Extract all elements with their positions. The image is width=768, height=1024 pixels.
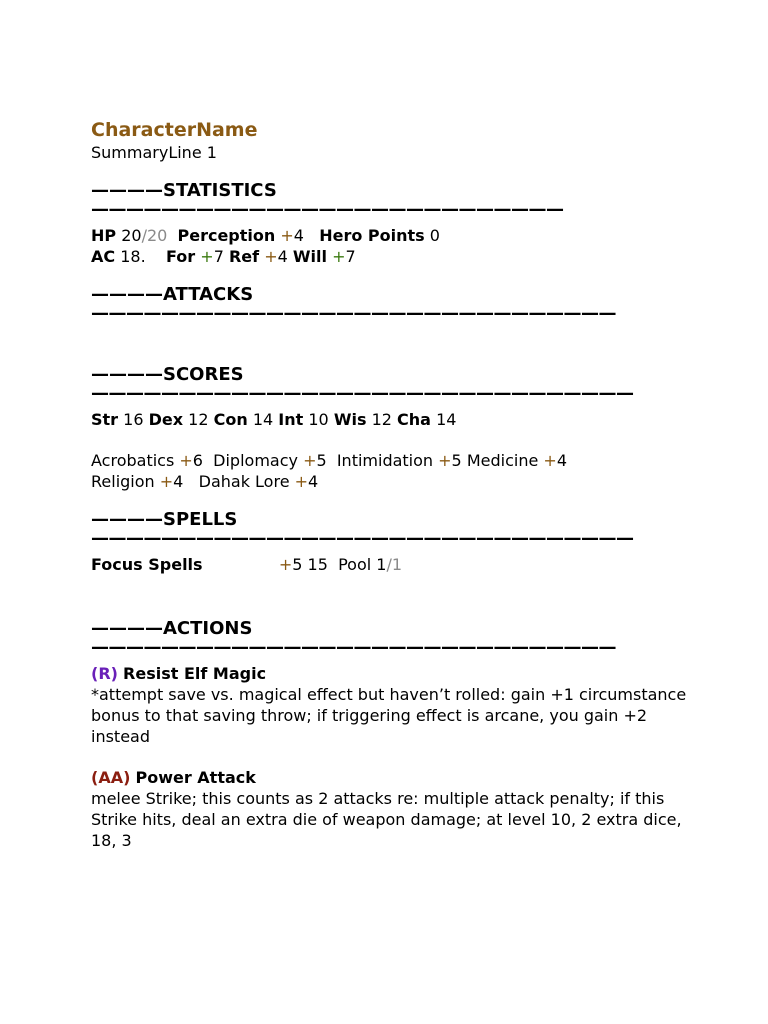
- focus-dc: 15: [307, 555, 328, 574]
- action-title: [91, 663, 711, 684]
- statistics-rule: ———————————————————————————: [91, 199, 564, 220]
- action-tag-activity: (AA): [91, 768, 131, 787]
- con-label: Con: [213, 410, 248, 429]
- acrobatics-value: 6: [192, 451, 203, 470]
- action-name: Resist Elf Magic: [123, 664, 267, 683]
- dahak-lore-value: 4: [308, 472, 319, 491]
- ref-value: 4: [277, 247, 288, 266]
- stats-line-1: [91, 225, 711, 246]
- will-label: Will: [292, 247, 327, 266]
- medicine-label: Medicine: [466, 451, 539, 470]
- character-name: CharacterName: [91, 119, 258, 141]
- str-value: 16: [123, 410, 144, 429]
- int-label: Int: [278, 410, 304, 429]
- dex-value: 12: [188, 410, 209, 429]
- religion-label: Religion: [91, 472, 155, 491]
- focus-spells-line: [91, 554, 711, 575]
- intimidation-label: Intimidation: [336, 451, 434, 470]
- hero-points-label: Hero Points: [319, 226, 425, 245]
- attacks-rule: ——————————————————————————————: [91, 303, 616, 324]
- medicine-value: 4: [556, 451, 567, 470]
- action-tag-reaction: (R): [91, 664, 118, 683]
- pool-label: Pool: [338, 555, 372, 574]
- statistics-heading: ————STATISTICS: [91, 180, 277, 201]
- focus-spells-label: Focus Spells: [91, 555, 203, 574]
- dahak-lore-sign: +: [294, 472, 309, 491]
- intimidation-value: 5: [451, 451, 462, 470]
- scores-heading: ————SCORES: [91, 364, 244, 385]
- skills-line-1: [91, 450, 711, 471]
- will-value: 7: [345, 247, 356, 266]
- diplomacy-value: 5: [316, 451, 327, 470]
- action-name: Power Attack: [135, 768, 256, 787]
- action-item: [91, 767, 711, 851]
- action-title: [91, 767, 711, 788]
- acrobatics-label: Acrobatics: [91, 451, 175, 470]
- fort-value: 7: [213, 247, 224, 266]
- str-label: Str: [91, 410, 119, 429]
- diplomacy-label: Diplomacy: [213, 451, 298, 470]
- ref-label: Ref: [228, 247, 260, 266]
- skills-line-2: [91, 471, 711, 492]
- hp-current: 20: [121, 226, 142, 245]
- int-value: 10: [308, 410, 329, 429]
- medicine-sign: +: [543, 451, 557, 470]
- fort-label: For: [166, 247, 196, 266]
- action-item: [91, 663, 711, 747]
- wis-label: Wis: [333, 410, 367, 429]
- character-sheet: [91, 118, 711, 851]
- spells-rule: ———————————————————————————————: [91, 528, 634, 549]
- focus-sign: +: [278, 555, 293, 574]
- ac-label: AC: [91, 247, 116, 266]
- action-description: *attempt save vs. magical effect but haven’t rolled: gain +1 circumstance bonus to that saving throw; if triggering effect is arcane, you gain +2 instead: [91, 685, 687, 746]
- perception-sign: +: [280, 226, 294, 245]
- perception-value: 4: [293, 226, 304, 245]
- scores-rule: ———————————————————————————————: [91, 383, 634, 404]
- pool-current: 1: [376, 555, 387, 574]
- ac-value: 18.: [120, 247, 146, 266]
- diplomacy-sign: +: [303, 451, 317, 470]
- spells-heading: ————SPELLS: [91, 509, 238, 530]
- religion-sign: +: [159, 472, 174, 491]
- perception-label: Perception: [177, 226, 276, 245]
- hero-points-value: 0: [429, 226, 440, 245]
- actions-rule: ——————————————————————————————: [91, 637, 616, 658]
- religion-value: 4: [173, 472, 184, 491]
- stats-line-2: [91, 246, 711, 267]
- acrobatics-sign: +: [179, 451, 193, 470]
- cha-value: 14: [436, 410, 457, 429]
- attacks-heading: ————ATTACKS: [91, 284, 254, 305]
- ref-sign: +: [264, 247, 278, 266]
- hp-label: HP: [91, 226, 117, 245]
- dex-label: Dex: [148, 410, 184, 429]
- ability-scores: [91, 409, 711, 430]
- actions-heading: ————ACTIONS: [91, 618, 253, 639]
- con-value: 14: [252, 410, 274, 429]
- will-sign: +: [332, 247, 346, 266]
- action-description: melee Strike; this counts as 2 attacks re: multiple attack penalty; if this Strike hits, deal an extra die of weapon damage; at level 10, 2 extra dice, 18, 3: [91, 789, 682, 850]
- hp-max: /20: [141, 226, 168, 245]
- wis-value: 12: [371, 410, 392, 429]
- focus-value: 5: [292, 555, 303, 574]
- dahak-lore-label: Dahak Lore: [198, 472, 290, 491]
- summary-line: SummaryLine 1: [91, 143, 217, 162]
- fort-sign: +: [200, 247, 214, 266]
- cha-label: Cha: [397, 410, 431, 429]
- pool-max: /1: [386, 555, 403, 574]
- intimidation-sign: +: [438, 451, 452, 470]
